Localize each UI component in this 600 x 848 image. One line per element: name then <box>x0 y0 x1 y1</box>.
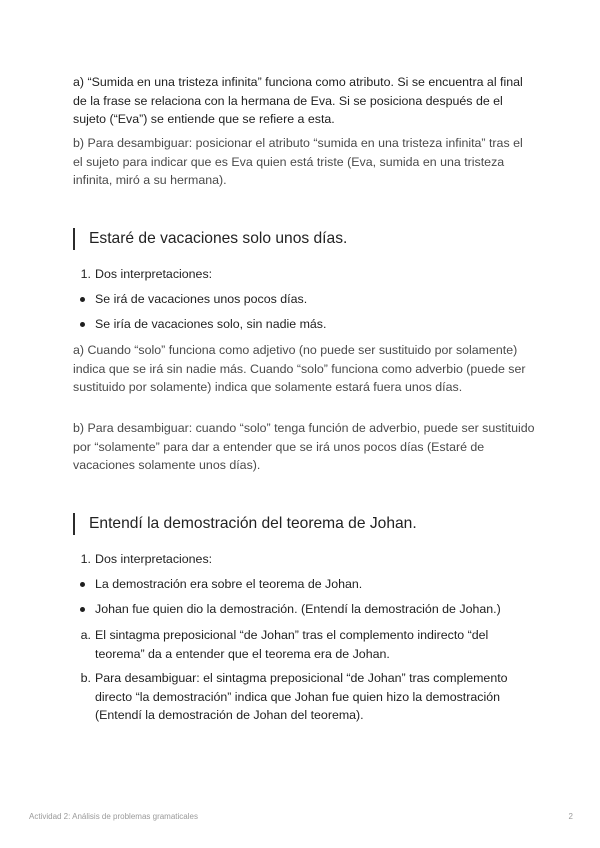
section2-numbered-item <box>73 265 535 284</box>
section2-bullet-item <box>73 315 535 334</box>
list-item-text: Se iría de vacaciones solo, sin nadie más. <box>95 317 327 331</box>
list-item-text: La demostración era sobre el teorema de Johan. <box>95 577 363 591</box>
section3-heading: Entendí la demostración del teorema de Johan. <box>73 513 543 535</box>
list-number-marker: 1. <box>80 267 91 281</box>
bullet-icon <box>80 297 85 302</box>
list-letter-marker: a. <box>80 628 91 642</box>
footer-title: Actividad 2: Análisis de problemas gramaticales <box>29 812 198 821</box>
section2-bullet-item <box>73 290 535 309</box>
section3-bullet-item <box>73 600 535 619</box>
section3-lettered-item <box>73 669 535 725</box>
list-item-text: Johan fue quien dio la demostración. (Entendí la demostración de Johan.) <box>95 602 501 616</box>
bullet-icon <box>80 582 85 587</box>
list-letter-marker: b. <box>80 671 91 685</box>
list-item-text: Para desambiguar: el sintagma preposicional “de Johan” tras complemento directo “la demostración” indica que Johan fue quien hizo la demostración (Entendí la demostración de Johan del teorema). <box>95 671 508 722</box>
list-item-text: Dos interpretaciones: <box>95 267 213 281</box>
bullet-icon <box>80 322 85 327</box>
list-item-text: Se irá de vacaciones unos pocos días. <box>95 292 308 306</box>
bullet-icon <box>80 607 85 612</box>
list-item-text: Dos interpretaciones: <box>95 552 213 566</box>
list-item-text: El sintagma preposicional “de Johan” tras el complemento indirecto “del teorema” da a entender que el teorema era de Johan. <box>95 628 489 661</box>
footer-page-number: 2 <box>568 812 573 821</box>
list-number-marker: 1. <box>80 552 91 566</box>
section3-bullet-item <box>73 575 535 594</box>
section3-numbered-item <box>73 550 535 569</box>
section1-paragraph-b: b) Para desambiguar: posicionar el atributo “sumida en una tristeza infinita” tras el el sujeto para indicar que es Eva quien está triste (Eva, sumida en una tristeza infinita, miró a su hermana). <box>73 136 523 187</box>
section2-heading: Estaré de vacaciones solo unos días. <box>73 228 543 250</box>
section3-lettered-item <box>73 626 535 663</box>
section2-paragraph-b: b) Para desambiguar: cuando “solo” tenga función de adverbio, puede ser sustituido por “solamente” para dar a entender que se irá unos pocos días (Estaré de vacaciones solamente unos días). <box>73 421 535 472</box>
section1-paragraph-a: a) “Sumida en una tristeza infinita” funciona como atributo. Si se encuentra al final de la frase se relaciona con la hermana de Eva. Si se posiciona después de el sujeto (“Eva”) se entiende que se refiere a esta. <box>73 75 523 126</box>
section2-paragraph-a: a) Cuando “solo” funciona como adjetivo (no puede ser sustituido por solamente) indica que se irá sin nadie más. Cuando “solo” funciona como adverbio (puede ser sustituido por solamente) indica que solamente estará fuera unos días. <box>73 343 526 394</box>
